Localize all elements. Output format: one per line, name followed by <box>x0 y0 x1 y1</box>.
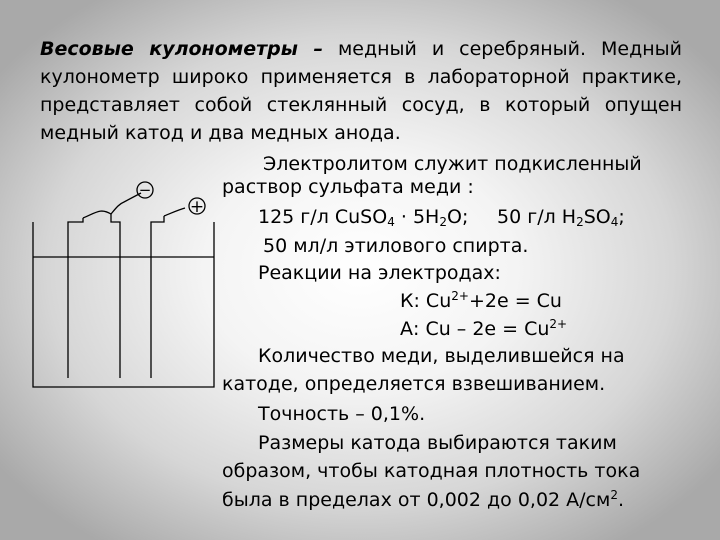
amount-line-2: катоде, определяется взвешиванием. <box>222 373 606 395</box>
h2so4-sub2: 4 <box>610 215 619 229</box>
cuso4-sub2: 2 <box>439 215 447 229</box>
ethanol-line: 50 мл/л этилового спирта. <box>263 235 529 257</box>
amount-line-1: Количество меди, выделившейся на <box>258 345 625 367</box>
electrolyte-line-2: раствор сульфата меди : <box>222 176 474 198</box>
accuracy-line: Точность – 0,1%. <box>258 403 426 425</box>
electrolyte-line-1: Электролитом служит подкисленный <box>263 153 642 175</box>
size-line-3-end: . <box>617 489 625 511</box>
cathode-reaction-b: +2е = Cu <box>468 290 562 312</box>
anode-link-wire <box>83 211 111 218</box>
h2so4-end: ; <box>618 206 625 228</box>
anode-wire <box>164 208 185 216</box>
anode-right <box>151 216 164 378</box>
anode-reaction-a: А: Cu – 2е = Cu <box>400 318 550 340</box>
anode-left <box>68 218 83 378</box>
size-line-3-text: была в пределах от 0,002 до 0,02 А/см <box>222 489 611 511</box>
size-line-3 <box>222 489 624 511</box>
intro-line-1-text: медный и серебряный. Медный <box>337 38 682 60</box>
h2so4-text: 50 г/л H <box>497 206 577 228</box>
intro-line-2: кулонометр широко применяется в лабораторной практике, <box>40 66 682 88</box>
size-line-3-sup: 2 <box>610 488 618 502</box>
concentration-cuso4 <box>258 206 468 228</box>
concentration-h2so4 <box>497 206 625 228</box>
minus-sign: − <box>138 181 152 199</box>
reactions-title: Реакции на электродах: <box>258 262 501 284</box>
glass-vessel <box>33 222 214 387</box>
cathode-reaction <box>400 290 562 312</box>
cuso4-sub: 4 <box>387 215 395 229</box>
h2so4-mid: SO <box>583 206 611 228</box>
cuso4-hydrate: · 5H <box>394 206 440 228</box>
intro-title: Весовые кулонометры – <box>40 38 323 60</box>
cathode-wire <box>111 193 141 214</box>
anode-reaction-sup: 2+ <box>549 317 568 331</box>
size-line-2: образом, чтобы катодная плотность тока <box>222 460 641 482</box>
cuso4-text: 125 г/л CuSO <box>258 206 388 228</box>
anode-reaction <box>400 318 567 340</box>
cathode <box>111 214 120 378</box>
cathode-reaction-sup: 2+ <box>451 289 469 303</box>
plus-sign: + <box>189 197 205 217</box>
cuso4-end: O; <box>446 206 469 228</box>
intro-line-3: представляет собой стеклянный сосуд, в который опущен <box>40 94 682 116</box>
intro-line-4: медный катод и два медных анода. <box>40 122 401 144</box>
h2so4-sub: 2 <box>576 215 584 229</box>
cathode-reaction-a: К: Cu <box>400 290 452 312</box>
size-line-1: Размеры катода выбираются таким <box>258 432 617 454</box>
